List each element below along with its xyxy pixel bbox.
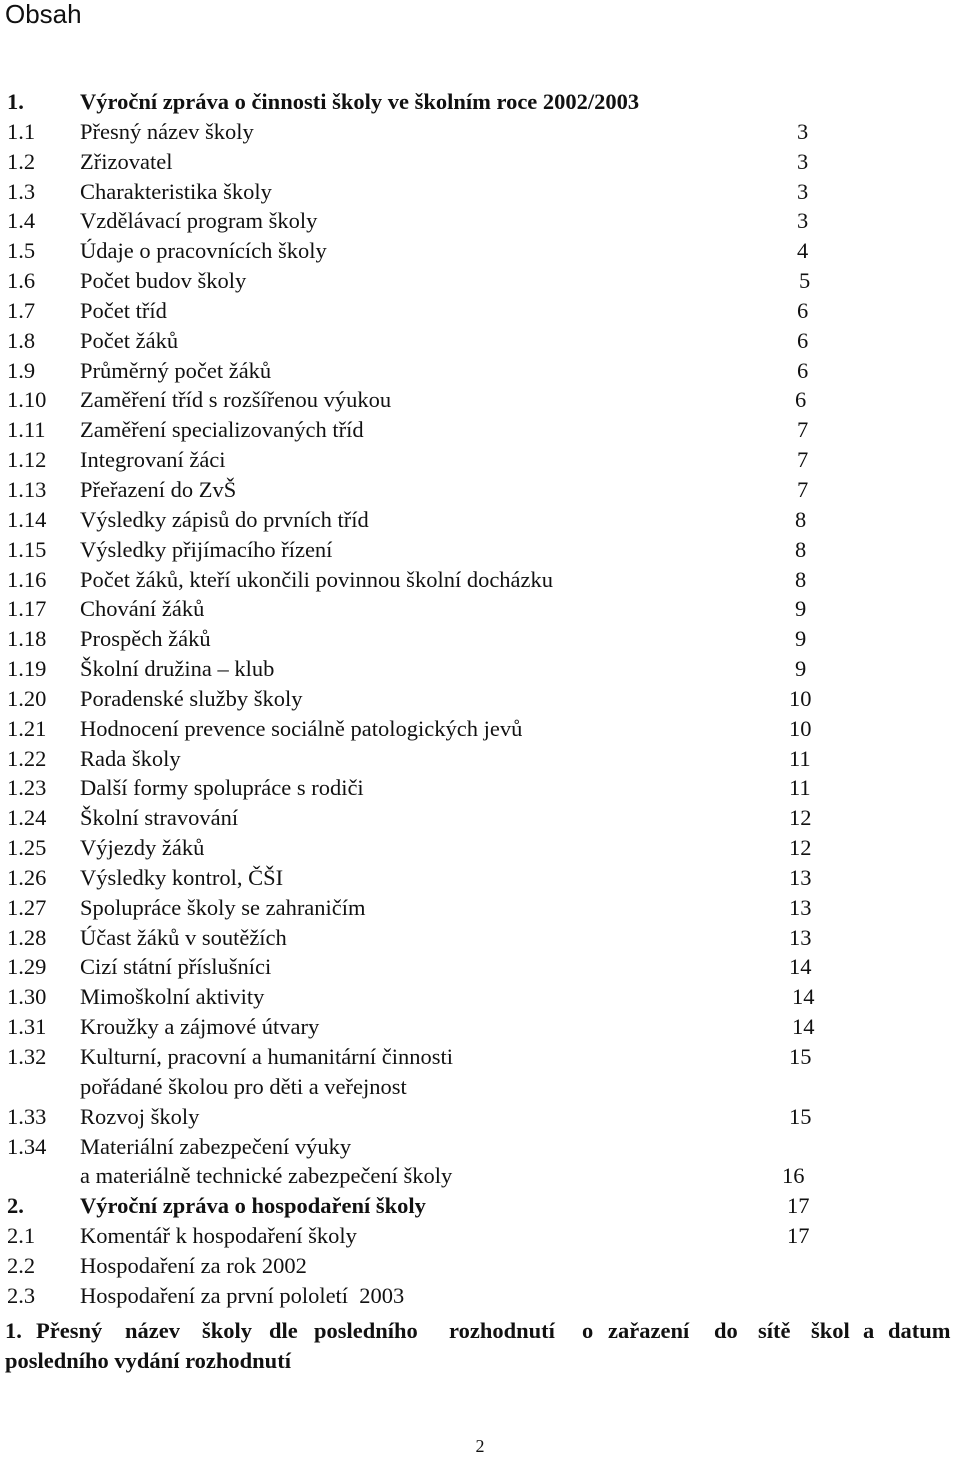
section-heading-block [0,1316,960,1376]
toc-page: 8 [795,566,807,592]
toc-title: Kulturní, pracovní a humanitární činnosti [80,1044,454,1069]
toc-number: 2.3 [7,1282,36,1308]
toc-page: 6 [797,357,809,383]
toc-entry [0,803,960,833]
toc-entry [0,535,960,565]
toc-page: 9 [795,656,807,682]
toc-page: 10 [789,685,812,711]
toc-entry [0,206,960,236]
heading-word: dle [269,1318,298,1343]
toc-number: 1.20 [7,685,47,711]
toc-number: 1.29 [7,954,47,980]
toc-page: 15 [789,1044,812,1069]
heading-word: sítě [758,1318,791,1343]
toc-entry [0,1251,960,1281]
toc-number: 1.16 [7,566,47,592]
toc-number: 1.8 [7,327,36,353]
toc-entry [0,1012,960,1042]
toc-page: 8 [795,536,807,562]
toc-title: Přeřazení do ZvŠ [80,476,237,502]
toc-number: 1.18 [7,626,47,652]
toc-section [0,1191,960,1221]
toc-number: 1.1 [7,118,36,144]
toc-entry [0,714,960,744]
toc-entry-continuation [0,1161,960,1191]
toc-entry [0,117,960,147]
toc-number: 1.14 [7,506,47,532]
toc-number: 1. [7,89,24,114]
page-heading: Obsah [5,0,82,29]
toc-number: 1.26 [7,864,47,890]
toc-entry [0,445,960,475]
toc-page: 14 [792,984,815,1010]
toc-title: Charakteristika školy [80,178,272,204]
toc-number: 1.31 [7,1014,47,1040]
toc-page: 3 [797,118,809,144]
toc-page: 13 [789,894,812,920]
toc-page: 7 [797,476,809,502]
toc-title: Výroční zpráva o činnosti školy ve školním roce 2002/2003 [80,89,640,114]
toc-page: 16 [782,1163,805,1189]
toc-number: 1.24 [7,805,47,831]
toc-number: 1.5 [7,238,36,264]
toc-entry [0,505,960,535]
toc-number: 1.32 [7,1044,47,1069]
toc-number: 1.21 [7,715,47,741]
toc-number: 1.11 [7,417,46,443]
toc-number: 1.10 [7,387,47,413]
toc-entry [0,952,960,982]
toc-title: Výsledky kontrol, ČŠI [80,864,284,890]
toc-title: Průměrný počet žáků [80,357,272,383]
toc-title: pořádané školou pro děti a veřejnost [80,1073,407,1099]
toc-number: 1.33 [7,1103,47,1129]
toc-number: 1.7 [7,297,36,323]
toc-title: Údaje o pracovnících školy [80,238,327,264]
toc-page: 4 [797,238,809,264]
toc-entry [0,833,960,863]
toc-number: 1.23 [7,775,47,801]
toc-number: 1.12 [7,447,47,473]
heading-word: zařazení [608,1318,690,1343]
toc-title: Kroužky a zájmové útvary [80,1014,320,1040]
toc-page: 6 [797,297,809,323]
toc-title: Počet žáků, kteří ukončili povinnou školní docházku [80,566,554,592]
toc-page: 17 [787,1223,810,1249]
toc-title: Vzdělávací program školy [80,208,318,234]
section-heading-line-1 [0,1316,960,1346]
toc-title: Hospodaření za první pololetí 2003 [80,1282,405,1308]
toc-title: Účast žáků v soutěžích [80,924,287,950]
toc-entry [0,654,960,684]
toc-entry [0,296,960,326]
table-of-contents [0,87,960,1311]
toc-page: 6 [797,327,809,353]
toc-title: Materiální zabezpečení výuky [80,1133,352,1159]
toc-title: Výsledky zápisů do prvních tříd [80,506,369,532]
toc-title: a materiálně technické zabezpečení školy [80,1163,453,1189]
toc-number: 1.13 [7,476,47,502]
toc-title: Zaměření tříd s rozšířenou výukou [80,387,392,413]
toc-number: 1.34 [7,1133,47,1159]
toc-title: Počet žáků [80,327,179,353]
toc-title: Počet tříd [80,297,167,323]
toc-entry [0,893,960,923]
toc-entry [0,1281,960,1311]
toc-entry [0,147,960,177]
toc-number: 1.27 [7,894,47,920]
toc-title: Další formy spolupráce s rodiči [80,775,364,801]
toc-page: 14 [792,1014,815,1040]
toc-entry [0,594,960,624]
toc-entry [0,385,960,415]
toc-entry [0,1102,960,1132]
heading-word: název [125,1318,180,1343]
toc-title: Prospěch žáků [80,626,211,652]
toc-title: Rada školy [80,745,181,771]
toc-title: Hospodaření za rok 2002 [80,1252,307,1278]
toc-entry-continuation [0,1072,960,1102]
toc-title: Komentář k hospodaření školy [80,1223,357,1249]
toc-page: 10 [789,715,812,741]
toc-number: 2. [7,1193,24,1219]
heading-word: školy [202,1318,253,1343]
toc-number: 1.30 [7,984,47,1010]
toc-page: 9 [795,596,807,622]
toc-page: 12 [789,835,812,861]
toc-page: 17 [787,1193,810,1219]
toc-title: Integrovaní žáci [80,447,226,473]
heading-word: posledního [314,1318,418,1343]
toc-page: 15 [789,1103,812,1129]
toc-number: 1.6 [7,268,36,294]
toc-title: Výjezdy žáků [80,835,205,861]
heading-word: rozhodnutí [449,1318,555,1343]
toc-entry [0,326,960,356]
toc-page: 11 [789,745,811,771]
heading-word: Přesný [36,1318,103,1343]
toc-title: Zaměření specializovaných tříd [80,417,364,443]
toc-title: Zřizovatel [80,148,173,174]
toc-page: 13 [789,864,812,890]
toc-page: 8 [795,506,807,532]
toc-entry [0,624,960,654]
toc-number: 2.1 [7,1223,36,1249]
toc-entry [0,1221,960,1251]
toc-entry [0,1132,960,1162]
toc-title: Školní družina – klub [80,656,275,682]
toc-page: 7 [797,447,809,473]
toc-title: Chování žáků [80,596,205,622]
toc-entry [0,923,960,953]
toc-number: 1.15 [7,536,47,562]
toc-number: 1.3 [7,178,36,204]
toc-number: 1.4 [7,208,36,234]
toc-entry [0,236,960,266]
toc-title: Počet budov školy [80,268,247,294]
toc-title: Výsledky přijímacího řízení [80,536,333,562]
section-heading-line-2: posledního vydání rozhodnutí [5,1348,291,1373]
toc-title: Přesný název školy [80,118,254,144]
toc-number: 1.28 [7,924,47,950]
heading-word: do [714,1318,738,1343]
toc-page: 13 [789,924,812,950]
toc-title: Hodnocení prevence sociálně patologických jevů [80,715,523,741]
toc-entry [0,684,960,714]
toc-page: 3 [797,208,809,234]
toc-entry [0,415,960,445]
toc-page: 3 [797,148,809,174]
toc-entry [0,565,960,595]
page-number: 2 [475,1436,485,1456]
toc-number: 1.19 [7,656,47,682]
toc-page: 14 [789,954,812,980]
toc-entry [0,1042,960,1072]
heading-word: o [582,1318,594,1343]
toc-entry [0,744,960,774]
heading-word: datum [888,1318,951,1343]
toc-page: 9 [795,626,807,652]
toc-page: 6 [795,387,807,413]
toc-title: Rozvoj školy [80,1103,200,1129]
toc-number: 1.2 [7,148,36,174]
toc-page: 3 [797,178,809,204]
toc-title: Mimoškolní aktivity [80,984,265,1010]
toc-number: 1.22 [7,745,47,771]
toc-entry [0,177,960,207]
heading-word: 1. [5,1318,22,1343]
toc-entry [0,863,960,893]
toc-page: 7 [797,417,809,443]
toc-number: 2.2 [7,1252,36,1278]
toc-title: Výroční zpráva o hospodaření školy [80,1193,426,1219]
toc-entry [0,356,960,386]
toc-section [0,87,960,117]
toc-number: 1.9 [7,357,36,383]
toc-number: 1.17 [7,596,47,622]
toc-entry [0,982,960,1012]
heading-word: škol [811,1318,850,1343]
toc-title: Poradenské služby školy [80,685,303,711]
toc-entry [0,266,960,296]
toc-title: Cizí státní příslušníci [80,954,272,980]
toc-page: 11 [789,775,811,801]
toc-entry [0,773,960,803]
toc-entry [0,475,960,505]
toc-number: 1.25 [7,835,47,861]
toc-title: Spolupráce školy se zahraničím [80,894,366,920]
heading-word: a [863,1318,875,1343]
toc-title: Školní stravování [80,805,239,831]
toc-page: 12 [789,805,812,831]
toc-page: 5 [799,268,811,294]
